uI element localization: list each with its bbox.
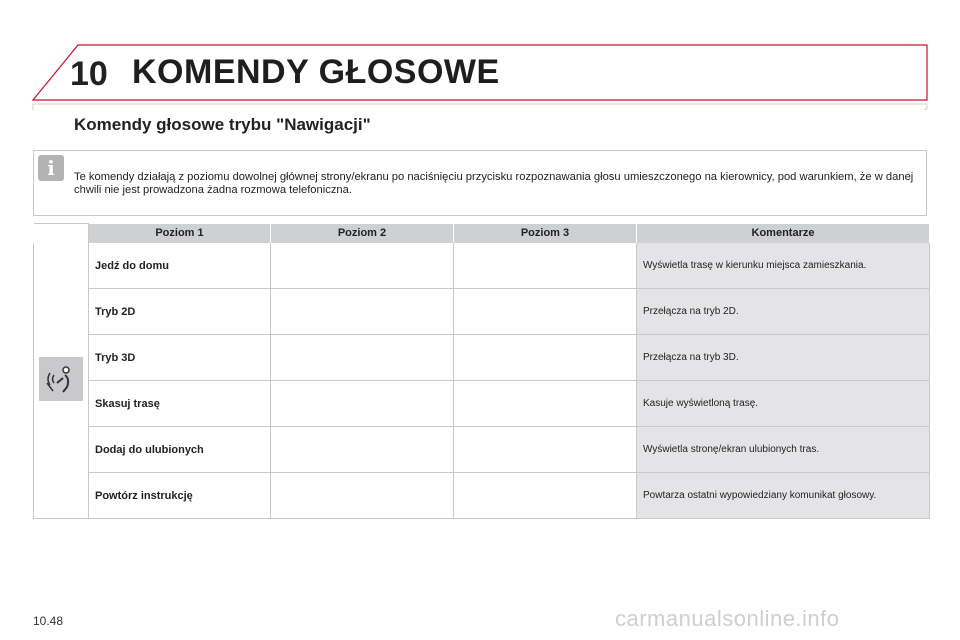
- page-number: 10.48: [33, 614, 64, 628]
- table-row: [34, 335, 930, 381]
- voice-icon-cell: [34, 243, 89, 519]
- row-level2: [271, 289, 454, 335]
- row-level1: Jedź do domu: [89, 243, 271, 289]
- row-level3: [454, 381, 637, 427]
- section-title: Komendy głosowe trybu "Nawigacji": [74, 115, 371, 134]
- row-comment: Przełącza na tryb 3D.: [637, 335, 930, 381]
- row-comment: Przełącza na tryb 2D.: [637, 289, 930, 335]
- info-icon: i: [38, 155, 64, 181]
- row-level3: [454, 243, 637, 289]
- table-header-level1: Poziom 1: [89, 224, 271, 244]
- table-row: [34, 243, 930, 289]
- table-header-level3: Poziom 3: [454, 224, 637, 244]
- row-level1: Skasuj trasę: [89, 381, 271, 427]
- table-header-icon-column: [34, 224, 89, 244]
- row-comment: Wyświetla trasę w kierunku miejsca zamieszkania.: [637, 243, 930, 289]
- row-level2: [271, 381, 454, 427]
- row-level1: Powtórz instrukcję: [89, 473, 271, 519]
- watermark: carmanualsonline.info: [615, 606, 840, 631]
- chapter-title: KOMENDY GŁOSOWE: [132, 53, 500, 91]
- info-box: [33, 150, 927, 216]
- row-level1: Tryb 3D: [89, 335, 271, 381]
- table-row: [34, 427, 930, 473]
- voice-command-icon: [39, 357, 83, 401]
- commands-table: [33, 223, 930, 519]
- row-level2: [271, 335, 454, 381]
- table-header-comments: Komentarze: [637, 224, 930, 244]
- page-header: [0, 0, 960, 110]
- table-header-row: [34, 224, 930, 244]
- row-level2: [271, 243, 454, 289]
- info-text: Te komendy działają z poziomu dowolnej głównej strony/ekranu po naciśnięciu przycisku rozpoznawania głosu umieszczonego na kierownicy, pod warunkiem, że w danej chwili nie jest prowadzona żadna rozmowa telefoniczna.: [74, 171, 914, 196]
- row-level2: [271, 427, 454, 473]
- table-row: [34, 289, 930, 335]
- row-comment: Kasuje wyświetloną trasę.: [637, 381, 930, 427]
- table-row: [34, 473, 930, 519]
- row-comment: Powtarza ostatni wypowiedziany komunikat głosowy.: [637, 473, 930, 519]
- row-level3: [454, 473, 637, 519]
- row-level2: [271, 473, 454, 519]
- commands-table-wrap: [33, 223, 929, 517]
- row-comment: Wyświetla stronę/ekran ulubionych tras.: [637, 427, 930, 473]
- chapter-number: 10: [70, 55, 108, 93]
- row-level3: [454, 427, 637, 473]
- table-header-level2: Poziom 2: [271, 224, 454, 244]
- row-level1: Tryb 2D: [89, 289, 271, 335]
- row-level3: [454, 335, 637, 381]
- row-level1: Dodaj do ulubionych: [89, 427, 271, 473]
- table-row: [34, 381, 930, 427]
- row-level3: [454, 289, 637, 335]
